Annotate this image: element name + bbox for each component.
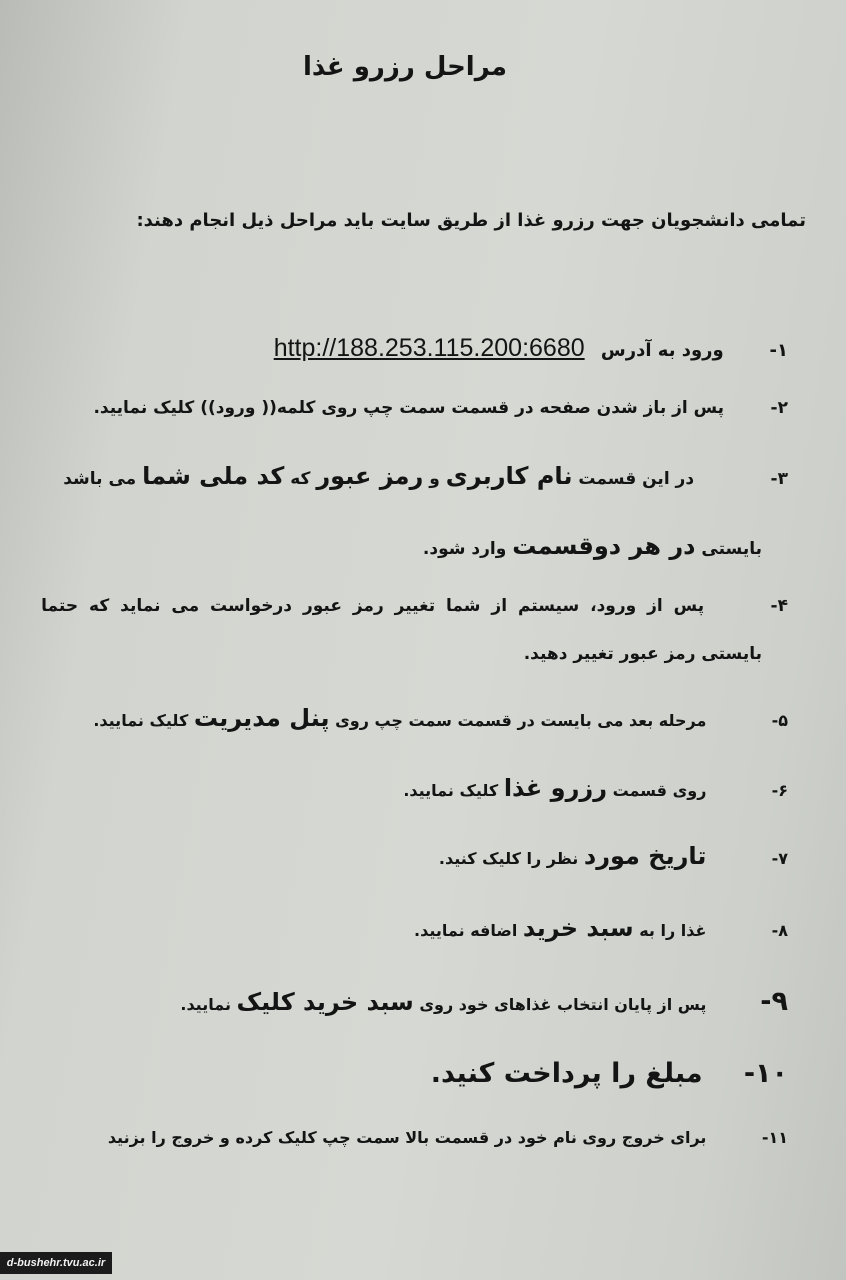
emphasis-cart: سبد خرید xyxy=(522,914,634,942)
step-number: ۱۱- xyxy=(761,1128,788,1147)
step-number: ۸- xyxy=(771,921,788,940)
step-10 xyxy=(431,1058,788,1089)
step-number: ۶- xyxy=(771,781,788,800)
step-number: ۱- xyxy=(769,340,788,361)
step-number: ۷- xyxy=(771,849,788,868)
step-number: ۲- xyxy=(770,398,788,418)
emphasis-date: تاریخ مورد xyxy=(583,842,707,870)
step-text: ورود به آدرس xyxy=(600,340,724,361)
step-text: مبلغ را پرداخت کنید. xyxy=(430,1058,703,1089)
emphasis-food-reservation: رزرو غذا xyxy=(503,774,608,802)
emphasis-password: رمز عبور xyxy=(316,462,424,490)
step-4 xyxy=(41,596,788,616)
address-link[interactable]: http://188.253.115.200:6680 xyxy=(273,334,585,362)
step-text: روی قسمت xyxy=(612,781,707,800)
step-text: و xyxy=(429,469,440,489)
step-6 xyxy=(403,774,788,802)
intro-text: تمامی دانشجویان جهت رزرو غذا از طریق سایت باید مراحل ذیل انجام دهند: xyxy=(136,210,806,231)
step-text: اضافه نمایید. xyxy=(414,921,518,940)
page-title: مراحل رزرو غذا xyxy=(303,52,507,82)
emphasis-admin-panel: پنل مدیریت xyxy=(193,704,330,732)
site-watermark: d-bushehr.tvu.ac.ir xyxy=(0,1252,112,1274)
step-number: ۴- xyxy=(770,596,788,616)
step-text: که xyxy=(290,469,311,489)
step-text: کلیک نمایید. xyxy=(93,711,189,730)
step-2 xyxy=(93,398,788,418)
step-number: ۳- xyxy=(770,469,788,489)
step-4-continuation: بایستی رمز عبور تغییر دهید. xyxy=(523,644,762,664)
step-3 xyxy=(63,462,788,490)
step-1 xyxy=(274,334,788,363)
step-number: ۱۰- xyxy=(743,1058,788,1089)
emphasis-username: نام کاربری xyxy=(445,462,573,490)
step-text: وارد شود. xyxy=(422,539,507,559)
step-text: نظر را کلیک کنید. xyxy=(438,849,579,868)
step-9 xyxy=(180,986,788,1017)
emphasis-cart-click: سبد خرید کلیک xyxy=(236,988,414,1016)
step-text: مرحله بعد می بایست در قسمت سمت چپ روی xyxy=(335,711,707,730)
step-number: ۵- xyxy=(771,711,788,730)
step-11 xyxy=(108,1128,788,1147)
step-text: پس از پایان انتخاب غذاهای خود روی xyxy=(419,995,707,1014)
step-7 xyxy=(439,842,788,870)
step-number: ۹- xyxy=(760,986,788,1017)
step-text: برای خروج روی نام خود در قسمت بالا سمت چپ کلیک کرده و خروج را بزنید xyxy=(107,1128,707,1147)
step-text: کلیک نمایید. xyxy=(403,781,499,800)
step-text: پس از ورود، سیستم از شما تغییر رمز عبور درخواست می نماید که حتما xyxy=(41,596,705,616)
step-text: پس از باز شدن صفحه در قسمت سمت چپ روی کلمه(( ورود)) کلیک نمایید. xyxy=(93,398,725,418)
step-text: می باشد xyxy=(63,469,137,489)
step-text: غذا را به xyxy=(639,921,707,940)
step-8 xyxy=(414,914,788,942)
step-text: نمایید. xyxy=(180,995,231,1014)
step-3-continuation xyxy=(423,532,762,560)
step-text: بایستی xyxy=(701,539,762,559)
emphasis-national-code: کد ملی شما xyxy=(142,462,285,490)
emphasis-both-parts: در هر دوقسمت xyxy=(512,532,696,560)
step-text: در این قسمت xyxy=(578,469,695,489)
step-5 xyxy=(93,704,788,732)
